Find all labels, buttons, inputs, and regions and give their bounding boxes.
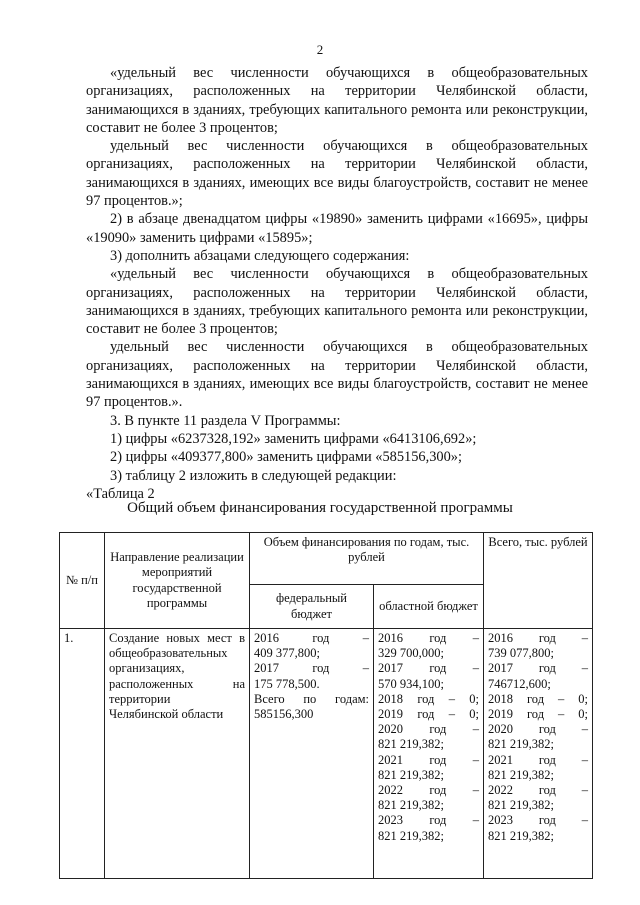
row-num: 1. xyxy=(60,629,105,879)
cell-line: 2023 год – xyxy=(378,813,479,828)
row-total xyxy=(484,629,593,879)
header-federal: федеральный бюджет xyxy=(250,585,374,629)
cell-line: 821 219,382; xyxy=(378,798,444,813)
cell-line: 746712,600; xyxy=(488,676,551,691)
cell-line: 2019 год – 0; xyxy=(488,707,588,722)
paragraph: «Таблица 2 xyxy=(86,485,155,502)
document-body xyxy=(86,64,588,503)
cell-line: 2020 год – xyxy=(378,722,479,737)
header-regional: областной бюджет xyxy=(374,585,484,629)
cell-line: 821 219,382; xyxy=(378,828,444,843)
cell-line: территории xyxy=(109,691,171,706)
cell-line: Всего по годам: xyxy=(254,691,369,706)
paragraph: 3) дополнить абзацами следующего содержания: xyxy=(110,247,410,264)
cell-line: 821 219,382; xyxy=(488,767,554,782)
paragraph: 2) цифры «409377,800» заменить цифрами «585156,300»; xyxy=(110,449,462,466)
cell-line: 409 377,800; xyxy=(254,646,320,661)
cell-line: 2017 год – xyxy=(488,661,588,676)
cell-line: 2016 год – xyxy=(488,631,588,645)
cell-line: 821 219,382; xyxy=(488,798,554,813)
cell-line: 2016 год – xyxy=(378,631,479,645)
header-volume: Объем финансирования по годам, тыс. рублей xyxy=(250,533,484,585)
cell-line: 175 778,500. xyxy=(254,676,320,691)
cell-line: 585156,300 xyxy=(254,707,314,722)
cell-line: 2021 год – xyxy=(378,752,479,767)
cell-line: 2018 год – 0; xyxy=(378,691,479,706)
cell-line: общеобразовательных xyxy=(109,646,228,661)
cell-line: организациях, xyxy=(109,661,185,676)
cell-line: 821 219,382; xyxy=(378,767,444,782)
table-caption: Общий объем финансирования государственной программы xyxy=(127,500,513,516)
paragraph: 3) таблицу 2 изложить в следующей редакции: xyxy=(110,467,397,484)
row-direction xyxy=(105,629,250,879)
cell-line: 329 700,000; xyxy=(378,646,444,661)
cell-line: 821 219,382; xyxy=(488,737,554,752)
paragraph: «удельный вес численности обучающихся в общеобразовательных организациях, расположенных на территории Челябинской области, занимающихся в зданиях, требующих капитального ремонта или реконструкции, составит не более 3 процентов; xyxy=(86,65,588,136)
cell-line: 821 219,382; xyxy=(378,737,444,752)
header-direction: Направление реализации мероприятий государственной программы xyxy=(105,533,250,629)
page-number: 2 xyxy=(316,42,324,57)
cell-line: 2016 год – xyxy=(254,631,369,645)
cell-line: 2022 год – xyxy=(488,783,588,798)
header-num: № п/п xyxy=(60,533,105,629)
cell-line: Челябинской области xyxy=(109,707,224,722)
header-total: Всего, тыс. рублей xyxy=(484,533,593,629)
cell-line: 2021 год – xyxy=(488,752,588,767)
table-row xyxy=(60,629,593,879)
cell-line: расположенных на xyxy=(109,676,245,691)
cell-line: 739 077,800; xyxy=(488,646,554,661)
cell-line: 2017 год – xyxy=(254,661,369,676)
row-federal xyxy=(250,629,374,879)
cell-line: 2020 год – xyxy=(488,722,588,737)
cell-line: 2018 год – 0; xyxy=(488,691,588,706)
paragraph: «удельный вес численности обучающихся в общеобразовательных организациях, расположенных на территории Челябинской области, занимающихся в зданиях, требующих капитального ремонта или реконструкции, составит не более 3 процентов; xyxy=(86,266,588,338)
cell-line: 2023 год – xyxy=(488,813,588,828)
cell-line: 2019 год – 0; xyxy=(378,707,479,722)
paragraph: удельный вес численности обучающихся в общеобразовательных организациях, расположенных на территории Челябинской области, занимающихся в зданиях, имеющих все виды благоустройств, составит не менее 97 процентов.»; xyxy=(86,138,588,210)
cell-line: 570 934,100; xyxy=(378,676,444,691)
paragraph: 2) в абзаце двенадцатом цифры «19890» заменить цифрами «16695», цифры «19090» заменить цифрами «15895»; xyxy=(86,211,588,246)
paragraph: удельный вес численности обучающихся в общеобразовательных организациях, расположенных на территории Челябинской области, занимающихся в зданиях, имеющих все виды благоустройств, составит не менее 97 процентов.». xyxy=(86,339,588,411)
paragraph: 1) цифры «6237328,192» заменить цифрами «6413106,692»; xyxy=(110,430,477,447)
cell-line: Создание новых мест в xyxy=(109,631,245,645)
row-regional xyxy=(374,629,484,879)
cell-line: 821 219,382; xyxy=(488,828,554,843)
financing-table xyxy=(59,532,593,879)
paragraph: 3. В пункте 11 раздела V Программы: xyxy=(110,412,341,429)
cell-line: 2017 год – xyxy=(378,661,479,676)
cell-line: 2022 год – xyxy=(378,783,479,798)
